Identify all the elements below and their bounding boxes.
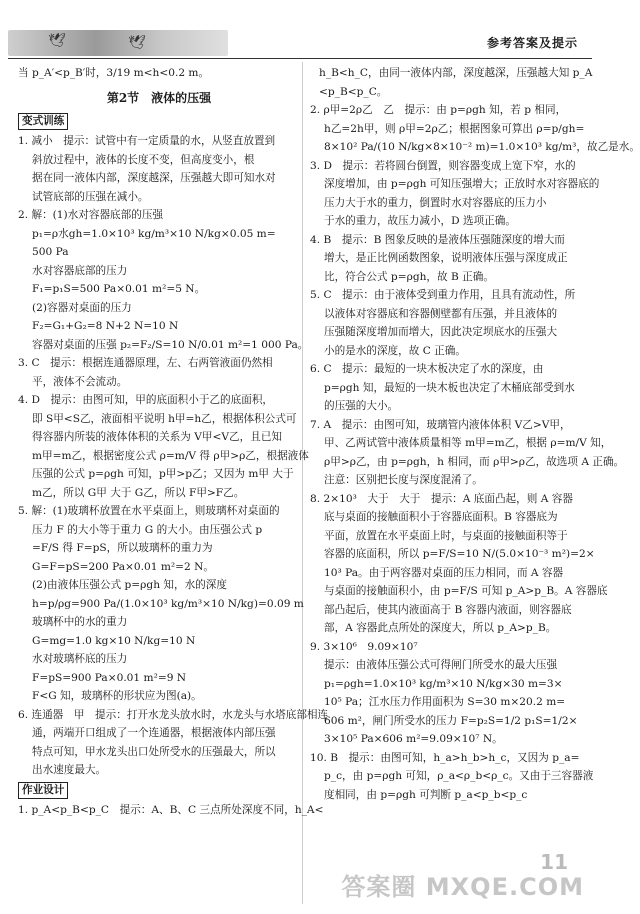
text-line: 即 S甲<S乙，液面相平说明 h甲=h乙，根据体积公式可: [32, 412, 297, 425]
text-line: 当 p_A′<p_B′时，3/19 m<h<0.2 m。: [18, 67, 210, 79]
text-line: <p_B<p_C。: [319, 85, 388, 98]
text-line: 4. D 提示：由图可知，甲的底面积小于乙的底面积，: [18, 394, 274, 406]
text-line: 水对玻璃杯底的压力: [32, 653, 128, 665]
text-line: (2)容器对桌面的压力: [32, 301, 132, 314]
text-line: 平面，放置在水平桌面上时，与桌面的接触面积等于: [324, 529, 568, 542]
text-line: 通，两端开口组成了一个连通器，根据液体内部压强: [32, 727, 276, 739]
text-line: 与桌面的接触面积小，由 p=F/S 可知 p_A>p_B。A 容器底: [324, 585, 608, 597]
text-line: 1. 减小 提示：试管中有一定质量的水，从竖直放置到: [18, 135, 276, 147]
text-line: 增大，是正比例函数图象，说明液体压强与深度成正: [324, 252, 568, 264]
section-title: 第2节 液体的压强: [106, 90, 212, 105]
page-header: [0, 0, 600, 58]
text-line: 压强随深度增加而增大，因此决定坝底水的压强大: [324, 326, 558, 338]
text-line: p=ρgh 知，最短的一块木板也决定了木桶底部受到水: [324, 381, 575, 394]
text-line: 小的是水的深度，故 C 正确。: [324, 344, 466, 357]
text-line: 斜放过程中，液体的长度不变，但高度变小，根: [32, 153, 255, 166]
section-tag-row: [18, 111, 300, 132]
text-line: 度相同，由 p=ρgh 可判断 p_a<p_b<p_c: [324, 788, 528, 801]
text-line: 5. C 提示：由于液体受到重力作用，且具有流动性，所: [310, 289, 576, 301]
text-line: 1. p_A<p_B<p_C 提示：A、B、C 三点所处深度不同，h_A<: [18, 803, 324, 816]
text-line: 容器的底面积，所以 p=F/S=10 N/(5.0×10⁻³ m²)=2×: [324, 548, 595, 560]
text-line: p₁=ρgh=1.0×10³ kg/m³×10 N/kg×30 m=3×: [324, 677, 563, 690]
text-line: G=mg=1.0 kg×10 N/kg=10 N: [32, 634, 196, 647]
header-banner-image: [8, 30, 228, 56]
text-line: 4. B 提示：B 图象反映的是液体压强随深度的增大而: [310, 233, 565, 246]
text-line: 底与桌面的接触面积小于容器底面积。B 容器底为: [324, 511, 558, 523]
text-line: (2)由液体压强公式 p=ρgh 知，水的深度: [32, 579, 227, 591]
text-line: F₂=G₁+G₂=8 N+2 N=10 N: [32, 320, 179, 332]
text-line: p_c，由 p=ρgh 可知，ρ_a<ρ_b<ρ_c。又由于三容器液: [324, 770, 594, 782]
header-rule: [8, 58, 592, 59]
page-number: 11: [540, 850, 568, 874]
text-line: 容器对桌面的压强 p₂=F₂/S=10 N/0.01 m²=1 000 Pa。: [32, 338, 309, 351]
column-divider: [302, 62, 303, 904]
text-line: F₁=p₁S=500 Pa×0.01 m²=5 N。: [32, 283, 206, 295]
text-line: 水对容器底部的压力: [32, 264, 128, 277]
section-tag: 作业设计: [18, 782, 68, 799]
text-line: 10. B 提示：由图可知，h_a>h_b>h_c，又因为 p_a=: [310, 751, 580, 764]
text-line: 特点可知，甲水龙头出口处所受水的压强最大，所以: [32, 745, 276, 758]
text-line: 2. ρ甲=2ρ乙 乙 提示：由 p=ρgh 知，若 p 相同，: [310, 104, 567, 116]
section-tag: 变式训练: [18, 113, 68, 130]
bird-icon: 🕊: [48, 33, 66, 49]
text-line: 部凸起后，使其内液面高于 B 容器内液面，则容器底: [324, 603, 572, 616]
text-line: F=pS=900 Pa×0.01 m²=9 N: [32, 671, 187, 684]
text-line: 于水的重力，故压力减小，D 选项正确。: [324, 215, 516, 227]
text-line: 据在同一液体内部，深度越深，压强越大即可知水对: [32, 172, 276, 184]
text-line: 注意：区别把长度与深度混淆了。: [324, 474, 483, 486]
text-line: 10⁵ Pa；江水压力作用面积为 S=30 m×20.2 m=: [324, 696, 566, 708]
text-line: 甲、乙两试管中液体质量相等 m甲=m乙，根据 ρ=m/V 知，: [324, 437, 612, 449]
text-line: m甲=m乙，根据密度公式 ρ=m/V 得 ρ甲>ρ乙，根据液体: [32, 449, 309, 462]
text-line: G=F=pS=200 Pa×0.01 m²=2 N。: [32, 560, 215, 573]
text-line: 玻璃杯中的水的重力: [32, 616, 128, 628]
text-line: 提示：由液体压强公式可得闸门所受水的最大压强: [324, 659, 558, 671]
text-line: 压力大于水的重力，倒置时水对容器底的压力小: [324, 196, 547, 209]
text-line: =F/S 得 F=pS，所以玻璃杯的重力为: [32, 542, 213, 554]
text-line: 试管底部的压强在减小。: [32, 190, 149, 203]
text-line: 7. A 提示：由图可知，玻璃管内液体体积 V乙>V甲，: [310, 418, 571, 431]
text-line: 出水速度最大。: [32, 764, 107, 776]
text-line: 的压强的大小。: [324, 400, 399, 412]
text-line: ρ甲>ρ乙，由 p=ρgh，h 相同，而 ρ甲>ρ乙，故选项 A 正确。: [324, 455, 625, 468]
text-line: 606 m²，闸门所受水的压力 F=p₂S=1/2 p₁S=1/2×: [324, 714, 578, 727]
text-line: 以液体对容器底和容器侧壁都有压强，并且液体的: [324, 307, 558, 320]
text-line: 6. 连通器 甲 提示：打开水龙头放水时，水龙头与水塔底部相连: [18, 708, 329, 721]
text-line: 深度增加，由 p=ρgh 可知压强增大；正放时水对容器底的: [324, 178, 600, 190]
bird-icon: 🕊: [128, 35, 146, 51]
text-line: h乙=2h甲，则 ρ甲=2ρ乙；根据图象可算出 ρ=p/gh=: [324, 122, 585, 135]
text-line: 压强的公式 p=ρgh 可知，p甲>p乙；又因为 m甲 大于: [32, 468, 294, 480]
text-line: 平，液体不会流动。: [32, 375, 128, 388]
text-line: 得容器内所装的液体体积的关系为 V甲<V乙，且已知: [32, 431, 283, 443]
text-line: p₁=ρ水gh=1.0×10³ kg/m³×10 N/kg×0.05 m=: [32, 227, 276, 240]
text-line: 500 Pa: [32, 246, 69, 258]
text-line: 3. C 提示：根据连通器原理，左、右两管液面仍然相: [18, 357, 273, 369]
text-line: 压力 F 的大小等于重力 G 的大小。由压强公式 p: [32, 523, 263, 536]
text-line: F<G 知，玻璃杯的形状应为图(a)。: [32, 690, 202, 702]
header-title: 参考答案及提示: [486, 36, 578, 50]
text-line: 6. C 提示：最短的一块木板决定了水的深度，由: [310, 363, 544, 375]
text-line: 2. 解：(1)水对容器底部的压强: [18, 209, 164, 221]
text-line: 3. D 提示：若将圆台倒置，则容器变成上宽下窄，水的: [310, 159, 576, 172]
text-line: m乙，所以 G甲 大于 G乙，所以 F甲>F乙。: [32, 486, 245, 499]
text-line: 8×10² Pa/(10 N/kg×8×10⁻² m)=1.0×10³ kg/m³，故乙是水。: [324, 141, 640, 153]
watermark: 答案圈 MXQE.COM: [341, 873, 584, 901]
section-tag-row: [18, 780, 300, 801]
text-line: 8. 2×10³ 大于 大于 提示：A 底面凸起，则 A 容器: [310, 492, 573, 505]
text-line: 9. 3×10⁶ 9.09×10⁷: [310, 640, 418, 653]
text-line: 部，A 容器此点所处的深度大，所以 p_A>p_B。: [324, 622, 557, 634]
text-line: 5. 解：(1)玻璃杯放置在水平桌面上，则玻璃杯对桌面的: [18, 505, 280, 517]
left-column: [18, 64, 329, 819]
text-line: 3×10⁵ Pa×606 m²=9.09×10⁷ N。: [324, 733, 503, 745]
text-line: h_B<h_C，由同一液体内部，深度越深，压强越大知 p_A: [319, 67, 593, 79]
right-column: [310, 64, 640, 804]
text-line: 10³ Pa。由于两容器对桌面的压力相同，而 A 容器: [324, 566, 564, 579]
text-line: h=p/ρg=900 Pa/(1.0×10³ kg/m³×10 N/kg)=0.09 m: [32, 597, 304, 610]
text-line: 比，符合公式 p=ρgh，故 B 正确。: [324, 270, 494, 283]
